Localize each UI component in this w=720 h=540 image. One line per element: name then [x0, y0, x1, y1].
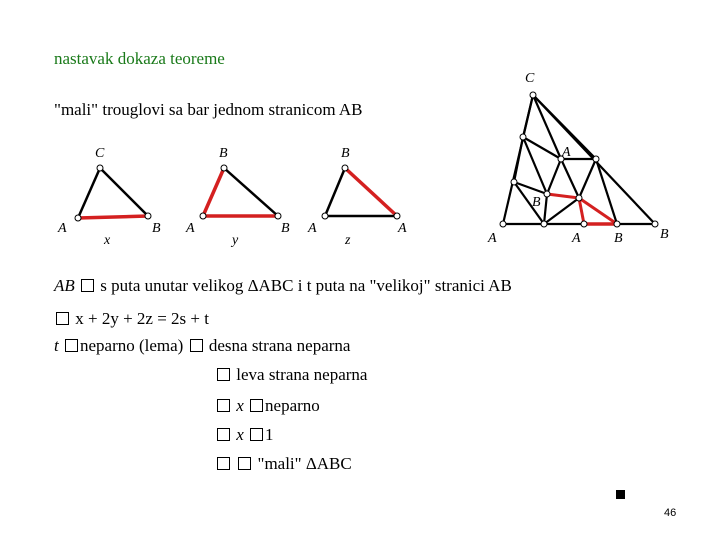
small-triangle-z: [322, 165, 400, 219]
t2-label-right: B: [281, 221, 290, 236]
big-label-b-bottom: B: [614, 231, 623, 246]
slide-title: nastavak dokaza teoreme: [54, 49, 225, 68]
small-triangle-y: [200, 165, 281, 219]
t1-label-top: C: [95, 146, 105, 161]
proof-line-1: AB s puta unutar velikog ΔABC i t puta na "velikoj" stranici AB: [54, 276, 512, 295]
big-triangle: [500, 92, 658, 227]
big-label-b-right: B: [660, 227, 669, 242]
big-label-a-mid: A: [562, 145, 571, 160]
big-label-b-mid: B: [532, 195, 541, 210]
t1-label-right: B: [152, 221, 161, 236]
end-of-proof-mark: [616, 490, 625, 499]
proof-line-3: t neparno (lema) desna strana neparna: [54, 336, 351, 355]
proof-line-6: x 1: [215, 425, 274, 445]
t3-label-right: A: [398, 221, 407, 236]
big-label-c: C: [525, 71, 535, 86]
t3-label-var: z: [345, 233, 351, 248]
t2-label-top: B: [219, 146, 228, 161]
big-label-a-left: A: [488, 231, 497, 246]
slide-subtitle: "mali" trouglovi sa bar jednom stranicom AB: [54, 100, 363, 119]
proof-line-2: x + 2y + 2z = 2s + t: [54, 309, 209, 329]
big-label-a-bottom: A: [572, 231, 581, 246]
proof-line-5: x neparno: [215, 396, 320, 416]
t2-label-var: y: [232, 233, 239, 248]
t3-label-left: A: [308, 221, 317, 236]
t1-label-var: x: [104, 233, 111, 248]
t1-label-left: A: [58, 221, 67, 236]
proof-line-4: leva strana neparna: [215, 365, 367, 385]
t3-label-top: B: [341, 146, 350, 161]
t2-label-left: A: [186, 221, 195, 236]
small-triangle-x: [75, 165, 151, 221]
page-number: 46: [664, 507, 677, 519]
proof-line-7: "mali" ΔABC: [215, 454, 352, 474]
